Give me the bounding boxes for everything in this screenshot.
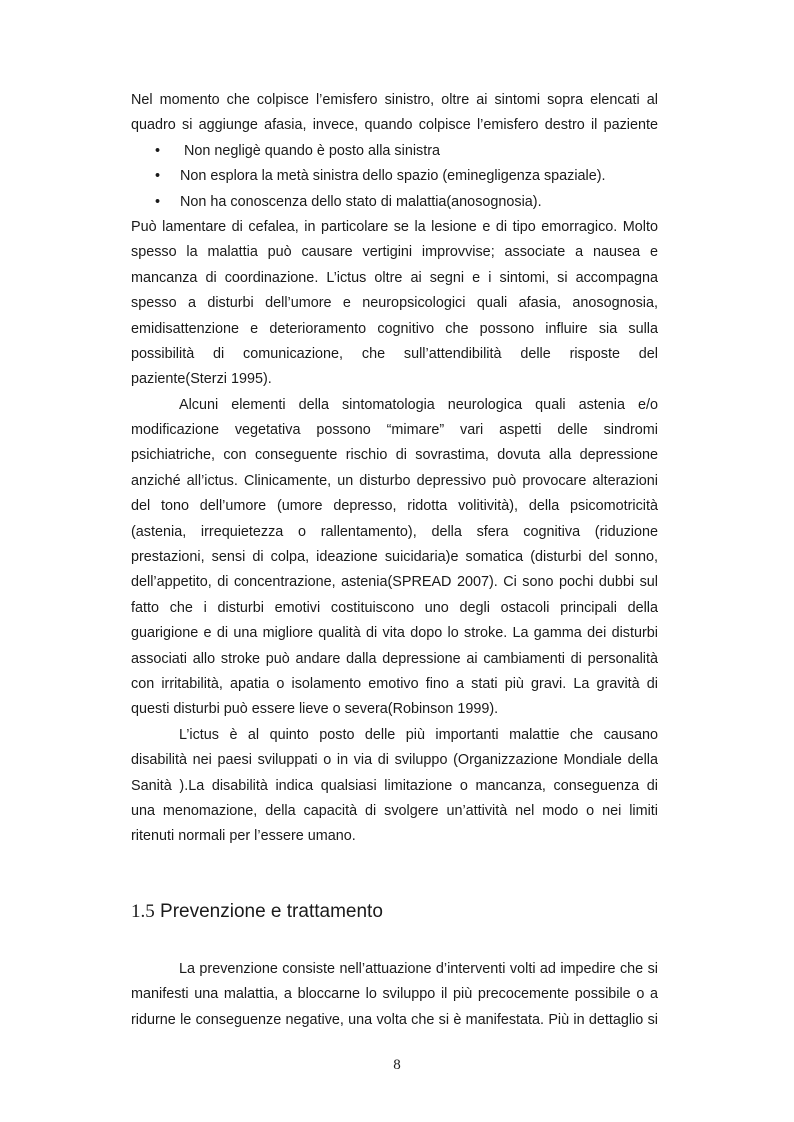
- text-line: possibilità di comunicazione, che sull’attendibilità delle risposte del: [131, 345, 658, 362]
- list-item: [131, 139, 658, 164]
- text-line: La prevenzione consiste nell’attuazione d’interventi volti ad impedire che si: [179, 960, 658, 977]
- text-line: modificazione vegetativa possono “mimare” vari aspetti delle sindromi: [131, 422, 658, 439]
- section-title: Prevenzione e trattamento: [154, 900, 383, 922]
- section-heading: [131, 899, 658, 924]
- list-item-text: Non ha conoscenza dello stato di malattia(anosognosia).: [180, 193, 542, 210]
- text-line: mancanza di coordinazione. L’ictus oltre ai segni e i sintomi, si accompagna: [131, 269, 658, 286]
- text-line: del tono dell’umore (umore depresso, ridotta volitività), della psicomotricità: [131, 498, 658, 515]
- text-line: ridurne le conseguenze negative, una volta che si è manifestata. Più in dettaglio si: [131, 1011, 658, 1028]
- text-line: quadro si aggiunge afasia, invece, quando colpisce l’emisfero destro il paziente: [131, 117, 658, 134]
- text-line: dell’appetito, di concentrazione, astenia(SPREAD 2007). Ci sono pochi dubbi sul: [131, 574, 658, 591]
- text-line: Alcuni elementi della sintomatologia neurologica quali astenia e/o: [179, 396, 658, 413]
- text-line: emidisattenzione e deterioramento cognitivo che possono influire sia sulla: [131, 320, 658, 337]
- text-line: Può lamentare di cefalea, in particolare se la lesione e di tipo emorragico. Molto: [131, 218, 658, 235]
- bullet-icon: •: [155, 142, 161, 159]
- text-line: con irritabilità, apatia o isolamento emotivo fino a stati più gravi. La gravità di: [131, 675, 658, 692]
- text-line: una menomazione, della capacità di svolgere un’attività nel modo o nei limiti: [131, 802, 658, 819]
- paragraph-symptoms: [131, 215, 658, 393]
- text-line: Sanità ).La disabilità indica qualsiasi limitazione o mancanza, conseguenza di: [131, 777, 658, 794]
- bullet-list: [131, 139, 658, 215]
- text-line: paziente(Sterzi 1995).: [131, 371, 272, 388]
- text-line: (astenia, irrequietezza o rallentamento), della sfera cognitiva (riduzione: [131, 523, 658, 540]
- paragraph-disability: [131, 723, 658, 850]
- text-line: anziché all’ictus. Clinicamente, un disturbo depressivo può provocare alterazioni: [131, 472, 658, 489]
- text-line: psichiatriche, con conseguente rischio di sovrastima, dovuta alla depressione: [131, 447, 658, 464]
- bullet-icon: •: [155, 168, 161, 185]
- text-line: questi disturbi può essere lieve o severa(Robinson 1999).: [131, 701, 499, 718]
- page-number: 8: [393, 1057, 401, 1073]
- text-line: L’ictus è al quinto posto delle più importanti malattie che causano: [179, 726, 658, 743]
- list-item-text: Non negligè quando è posto alla sinistra: [180, 142, 441, 159]
- text-line: manifesti una malattia, a bloccarne lo sviluppo il più precocemente possibile o a: [131, 986, 658, 1003]
- list-item: [131, 190, 658, 215]
- text-line: prestazioni, sensi di colpa, ideazione suicidaria)e somatica (disturbi del sonno,: [131, 549, 658, 566]
- text-line: guarigione e di una migliore qualità di vita dopo lo stroke. La gamma dei disturbi: [131, 625, 658, 642]
- page-body: [131, 88, 658, 1033]
- list-item-text: Non esplora la metà sinistra dello spazio (eminegligenza spaziale).: [180, 168, 606, 185]
- list-item: [131, 164, 658, 189]
- bullet-icon: •: [155, 193, 161, 210]
- text-line: associati allo stroke può andare dalla depressione ai cambiamenti di personalità: [131, 650, 658, 667]
- section-number: 1.5: [131, 900, 155, 922]
- text-line: fatto che i disturbi emotivi costituiscono uno degli ostacoli principali della: [131, 599, 658, 616]
- text-line: spesso la malattia può causare vertigini improvvise; associate a nausea e: [131, 244, 658, 261]
- intro-paragraph: [131, 88, 658, 139]
- paragraph-prevention: [131, 957, 658, 1033]
- text-line: spesso a disturbi dell’umore e neuropsicologici quali afasia, anosognosia,: [131, 295, 658, 312]
- text-line: Nel momento che colpisce l’emisfero sinistro, oltre ai sintomi sopra elencati al: [131, 92, 658, 108]
- text-line: ritenuti normali per l’essere umano.: [131, 828, 356, 845]
- paragraph-depression: [131, 393, 658, 723]
- text-line: disabilità nei paesi sviluppati o in via di sviluppo (Organizzazione Mondiale della: [131, 752, 658, 769]
